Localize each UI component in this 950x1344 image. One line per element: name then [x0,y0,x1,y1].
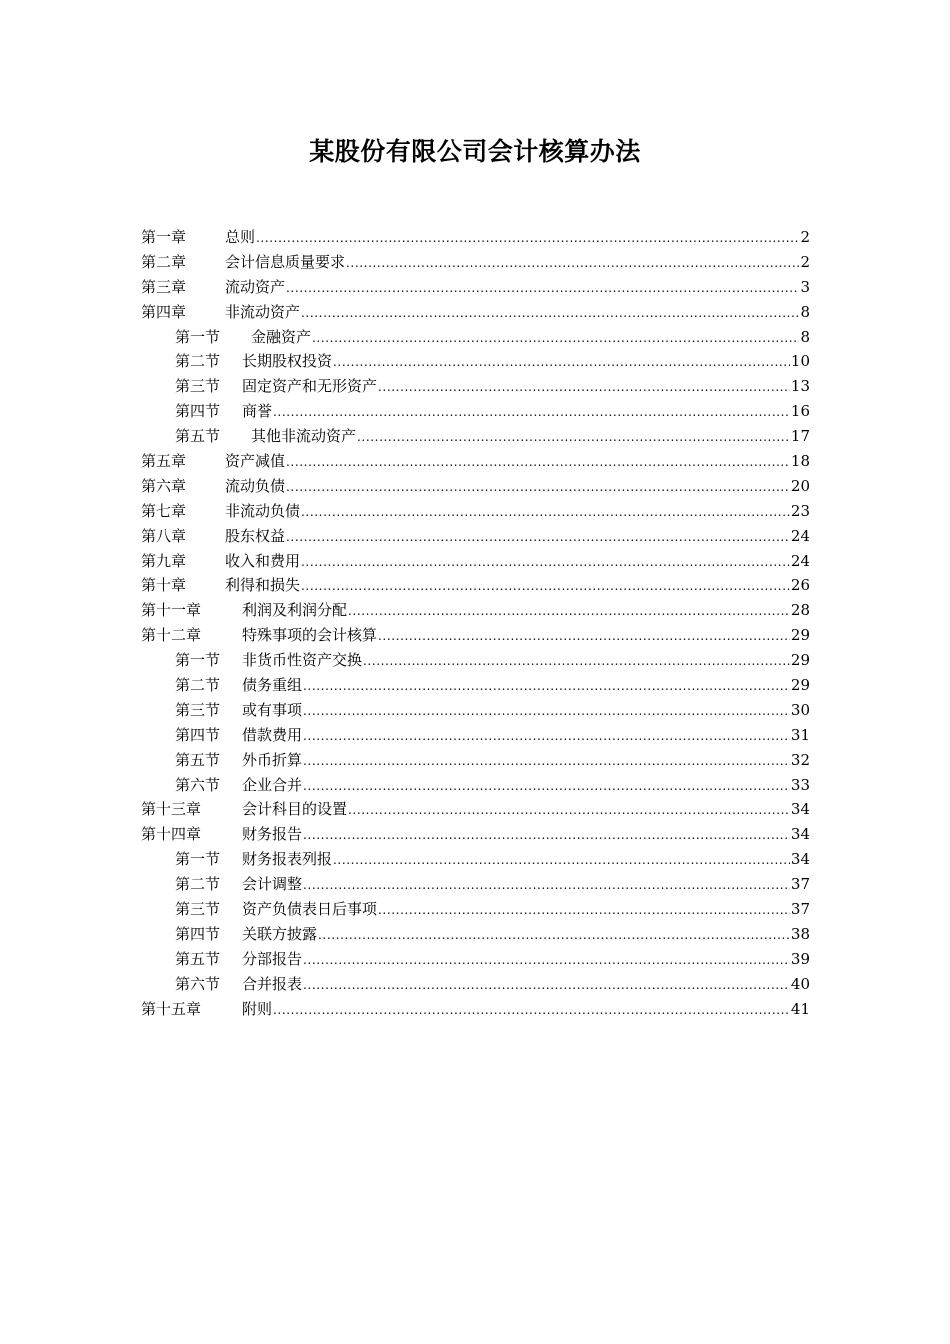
toc-title: 流动资产 [225,277,286,296]
toc-title: 特殊事项的会计核算 [242,626,378,645]
toc-title: 长期股权投资 [242,352,333,371]
toc-leader-dots [303,724,790,749]
toc-label: 第六节 [175,775,221,794]
toc-label: 第三节 [175,900,221,919]
toc-leader-dots [348,599,790,624]
toc-label: 第一章 [141,228,187,246]
toc-title: 合并报表 [242,974,303,993]
toc-entry-section[interactable] [141,748,810,773]
toc-title: 商誉 [242,402,273,421]
toc-entry-section[interactable] [141,325,810,350]
toc-page-number: 24 [790,551,810,570]
toc-page-number: 26 [790,576,810,595]
toc-label: 第二章 [141,252,187,271]
toc-label: 第四节 [175,924,221,943]
toc-entry-section[interactable] [141,399,810,424]
toc-label: 第五章 [141,452,187,471]
toc-label: 第十二章 [141,626,202,645]
toc-page-number: 29 [790,651,810,670]
toc-page-number: 29 [790,626,810,645]
toc-page-number: 2 [800,228,810,246]
toc-page-number: 8 [800,302,810,321]
toc-entry-chapter-3[interactable] [141,275,810,300]
toc-label: 第九章 [141,551,187,570]
toc-entry-section[interactable] [141,947,810,972]
toc-title: 财务报表列报 [242,850,333,869]
toc-label: 第五节 [175,427,221,446]
toc-entry-section[interactable] [141,349,810,374]
toc-label: 第五节 [175,949,221,968]
toc-entry-section[interactable] [141,723,810,748]
toc-leader-dots [318,923,790,948]
toc-label: 第一节 [175,327,221,346]
toc-page-number: 29 [790,676,810,695]
toc-title: 收入和费用 [225,551,301,570]
toc-page-number: 16 [790,402,810,421]
toc-entry-section[interactable] [141,374,810,399]
toc-label: 第四节 [175,725,221,744]
toc-label: 第三章 [141,277,187,296]
toc-label: 第七章 [141,501,187,520]
toc-title: 会计科目的设置 [242,800,348,819]
toc-page-number: 18 [790,452,810,471]
toc-entry-section[interactable] [141,847,810,872]
toc-label: 第十三章 [141,800,202,819]
toc-label: 第二节 [175,676,221,695]
toc-leader-dots [357,425,790,450]
toc-page-number: 33 [790,775,810,794]
toc-entry-section[interactable] [141,897,810,922]
toc-label: 第二节 [175,352,221,371]
toc-entry-section[interactable] [141,698,810,723]
toc-entry-section[interactable] [141,922,810,947]
toc-entry-chapter-13[interactable] [141,797,810,822]
toc-label: 第六节 [175,974,221,993]
toc-leader-dots [286,276,799,301]
toc-leader-dots [312,326,799,351]
toc-page-number: 28 [790,601,810,620]
toc-page-number: 38 [790,924,810,943]
toc-page-number: 17 [790,427,810,446]
toc-label: 第六章 [141,476,187,495]
toc-title: 财务报告 [242,825,303,844]
toc-label: 第四章 [141,302,187,321]
toc-leader-dots [273,998,790,1023]
toc-title: 关联方披露 [242,924,318,943]
toc-leader-dots [303,948,790,973]
toc-entry-chapter-2[interactable] [141,250,810,275]
toc-page-number: 37 [790,900,810,919]
toc-entry-chapter-10[interactable] [141,573,810,598]
toc-page-number: 34 [790,850,810,869]
toc-title: 企业合并 [242,775,303,794]
toc-leader-dots [363,649,790,674]
toc-title: 其他非流动资产 [251,427,357,446]
toc-title: 资产负债表日后事项 [242,900,378,919]
toc-leader-dots [301,301,799,326]
toc-entry-chapter-5[interactable] [141,449,810,474]
toc-entry-section[interactable] [141,972,810,997]
toc-title: 债务重组 [242,676,303,695]
toc-label: 第三节 [175,377,221,396]
toc-page-number: 30 [790,700,810,719]
toc-title: 股东权益 [225,526,286,545]
toc-title: 利润及利润分配 [242,601,348,620]
toc-title: 流动负债 [225,476,286,495]
toc-leader-dots [303,749,790,774]
toc-title: 资产减值 [225,452,286,471]
toc-leader-dots [301,500,790,525]
toc-title: 利得和损失 [225,576,301,595]
toc-entry-section[interactable] [141,673,810,698]
toc-entry-chapter-11[interactable] [141,598,810,623]
toc-leader-dots [256,226,799,251]
toc-title: 会计调整 [242,875,303,894]
toc-entry-chapter-14[interactable] [141,822,810,847]
toc-page-number: 34 [790,800,810,819]
toc-leader-dots [286,525,790,550]
toc-label: 第八章 [141,526,187,545]
toc-leader-dots [333,848,790,873]
toc-leader-dots [301,574,790,599]
toc-page-number: 8 [800,327,810,346]
toc-entry-section[interactable] [141,872,810,897]
toc-page-number: 23 [790,501,810,520]
toc-title: 会计信息质量要求 [225,252,346,271]
toc-title: 附则 [242,999,273,1018]
toc-label: 第十四章 [141,825,202,844]
toc-page-number: 32 [790,750,810,769]
toc-title: 借款费用 [242,725,303,744]
table-of-contents [141,225,810,1022]
toc-leader-dots [303,674,790,699]
toc-label: 第一节 [175,850,221,869]
toc-page-number: 40 [790,974,810,993]
toc-leader-dots [303,774,790,799]
toc-leader-dots [286,450,790,475]
toc-entry-chapter-12[interactable] [141,623,810,648]
toc-page-number: 24 [790,526,810,545]
toc-leader-dots [346,251,799,276]
toc-title: 或有事项 [242,700,303,719]
toc-label: 第十章 [141,576,187,595]
toc-page-number: 41 [790,999,810,1018]
toc-label: 第三节 [175,700,221,719]
toc-leader-dots [303,699,790,724]
toc-page-number: 20 [790,476,810,495]
toc-leader-dots [378,375,790,400]
toc-entry-chapter-7[interactable] [141,499,810,524]
toc-page-number: 2 [800,252,810,271]
toc-label: 第一节 [175,651,221,670]
toc-page-number: 31 [790,725,810,744]
toc-leader-dots [378,898,790,923]
toc-title: 金融资产 [251,327,312,346]
toc-page-number: 3 [800,277,810,296]
toc-label: 第十一章 [141,601,202,620]
toc-page-number: 39 [790,949,810,968]
toc-entry-chapter-9[interactable] [141,549,810,574]
toc-leader-dots [273,400,790,425]
toc-entry-chapter-8[interactable] [141,524,810,549]
toc-page-number: 10 [790,352,810,371]
toc-page-number: 34 [790,825,810,844]
page-title: 某股份有限公司会计核算办法 [309,137,641,166]
toc-leader-dots [301,550,790,575]
toc-leader-dots [303,873,790,898]
toc-entry-chapter-1[interactable] [141,225,810,250]
toc-leader-dots [333,350,790,375]
toc-label: 第十五章 [141,999,202,1018]
toc-leader-dots [286,475,790,500]
toc-title: 外币折算 [242,750,303,769]
toc-title: 非流动负债 [225,501,301,520]
toc-title: 总则 [225,228,256,246]
toc-entry-section[interactable] [141,648,810,673]
toc-label: 第五节 [175,750,221,769]
toc-title: 固定资产和无形资产 [242,377,378,396]
toc-page-number: 13 [790,377,810,396]
toc-entry-chapter-6[interactable] [141,474,810,499]
toc-entry-section[interactable] [141,424,810,449]
toc-leader-dots [303,823,790,848]
toc-entry-section[interactable] [141,773,810,798]
toc-title: 非货币性资产交换 [242,651,363,670]
toc-title: 非流动资产 [225,302,301,321]
toc-entry-chapter-4[interactable] [141,300,810,325]
toc-title: 分部报告 [242,949,303,968]
toc-entry-chapter-15[interactable] [141,997,810,1022]
toc-leader-dots [303,973,790,998]
toc-page-number: 37 [790,875,810,894]
toc-label: 第二节 [175,875,221,894]
toc-leader-dots [378,624,790,649]
toc-leader-dots [348,798,790,823]
toc-label: 第四节 [175,402,221,421]
